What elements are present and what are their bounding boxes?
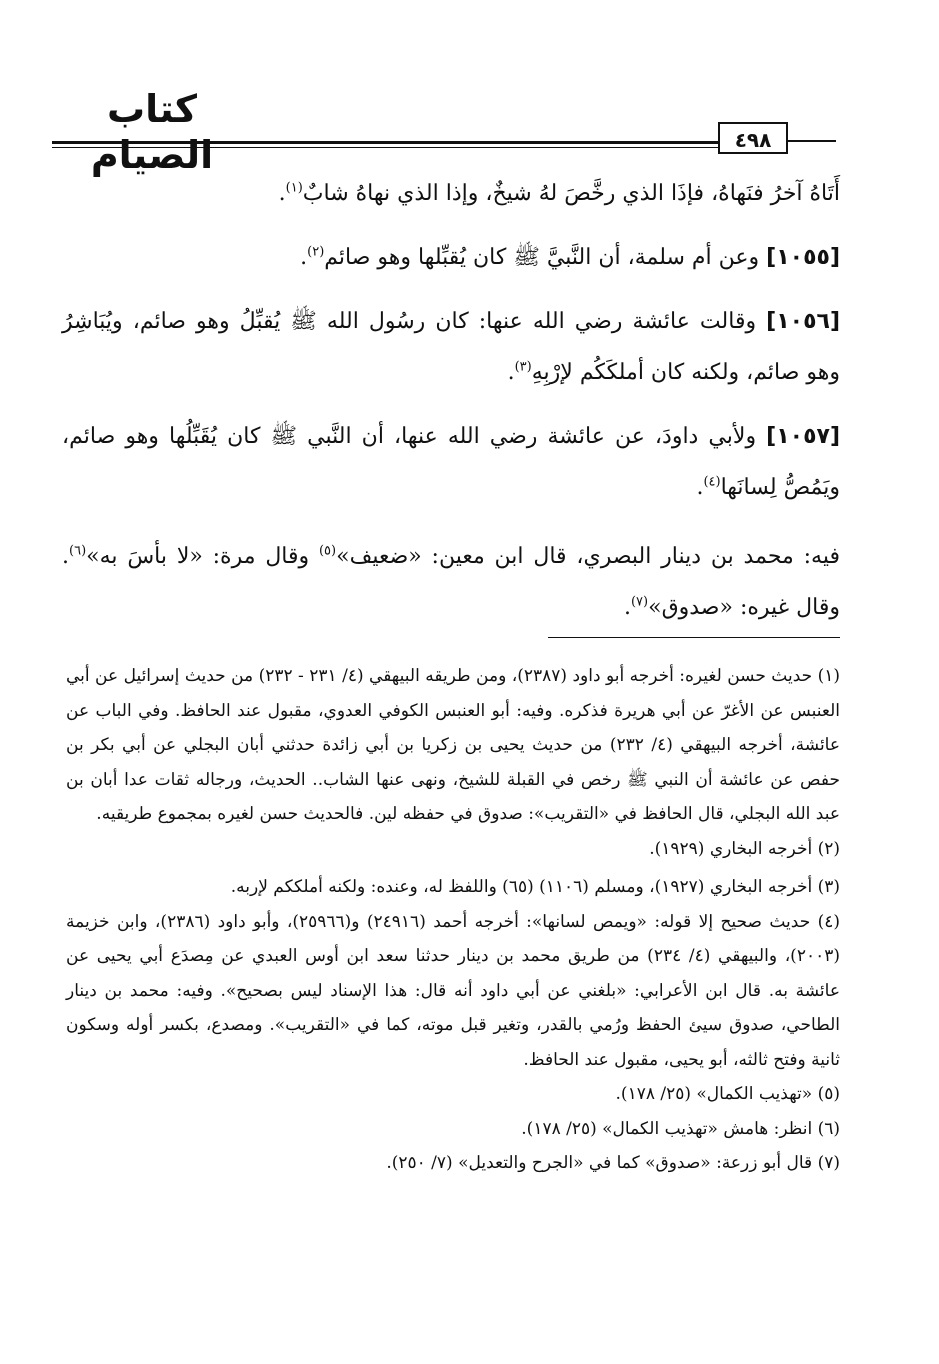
hadith-number-1055: [١٠٥٥] <box>766 245 840 270</box>
hadith-number-1056: [١٠٥٦] <box>766 309 840 334</box>
footnote-ref-6: (٦) <box>69 543 87 559</box>
main-text <box>62 168 840 633</box>
footnote-4: (٤) حديث صحيح إلا قوله: «ويمص لسانها»: أخرجه أحمد (٢٤٩١٦) و(٢٥٩٦٦)، وأبو داود (٢٣٨٦)، وابن خزيمة (٢٠٠٣)، والبيهقي (٤/ ٢٣٤) من طريق محمد بن دينار حدثنا سعد ابن أوس العبدي عن مِصدَع أبي يحيى عن عائشة به. قال ابن الأعرابي: «بلغني عن أبي داود أنه قال: هذا الإسناد ليس بصحيح». وفيه: محمد بن دينار الطاحي، صدوق سيئ الحفظ ورُمي بالقدر، وتغير قبل موته، كما في «التقريب». ومصدع، بكسر أوله وسكون ثانية وفتح ثالثه، أبو يحيى، مقبول عند الحافظ. <box>66 911 840 1070</box>
header-rule-thick <box>52 141 718 144</box>
footnote-ref-4: (٤) <box>703 474 721 490</box>
footnote-ref-5: (٥) <box>318 543 337 559</box>
hadith-1057-end: . <box>696 475 704 500</box>
footnote-ref-7: (٧) <box>630 594 649 610</box>
hadith-1055-text: وعن أم سلمة، أن النَّبيَّ ﷺ كان يُقبِّلها وهو صائم <box>324 245 760 270</box>
hadith-1057 <box>62 411 840 513</box>
footnote-2: (٢) أخرجه البخاري (١٩٢٩). <box>649 838 840 859</box>
hadith-1055 <box>62 232 840 283</box>
hadith-1057-text: ولأبي داودَ، عن عائشة رضي الله عنها، أن النَّبي ﷺ كان يُقَبِّلُها وهو صائم، ويَمُصُّ لِسانَها <box>62 424 840 500</box>
hadith-1056-text: وقالت عائشة رضي الله عنها: كان رسُول الله ﷺ يُقبِّلُ وهو صائم، ويُبَاشِرُ وهو صائم، ولكنه كان أملكَكُم لإرْبِهِ <box>62 309 840 385</box>
header-rule-right <box>788 140 836 142</box>
footnote-6: (٦) انظر: هامش «تهذيب الكمال» (٢٥/ ١٧٨). <box>521 1118 840 1139</box>
footnote-ref-2: (٢) <box>307 244 325 260</box>
narrator-note-text-a: فيه: محمد بن دينار البصري، قال ابن معين: «ضعيف» <box>336 544 840 569</box>
footnote-ref-3: (٣) <box>514 359 532 375</box>
narrator-note-end: . <box>623 595 631 620</box>
narrator-note <box>62 531 840 633</box>
footnotes <box>66 659 840 1181</box>
page-number: ٤٩٨ <box>718 122 788 154</box>
footnote-3: (٣) أخرجه البخاري (١٩٢٧)، ومسلم (١١٠٦) (٦٥) واللفظ له، وعنده: ولكنه أملككم لإربه. <box>230 877 840 897</box>
running-header-title: كتاب الصيام <box>90 87 214 177</box>
footnote-ref-1: (١) <box>285 180 303 196</box>
hadith-1056-end: . <box>507 360 515 385</box>
paragraph-1-end: . <box>278 181 286 206</box>
footnote-separator <box>548 637 840 638</box>
footnote-5: (٥) «تهذيب الكمال» (٢٥/ ١٧٨). <box>615 1084 840 1104</box>
footnote-1: (١) حديث حسن لغيره: أخرجه أبو داود (٢٣٨٧)، ومن طريقه البيهقي (٤/ ٢٣١ - ٢٣٢) من حديث إسرائيل عن أبي العنبس عن الأغرّ عن أبي هريرة فذكره. وفيه: أبو العنبس الكوفي العدوي، مقبول عند الحافظ. وفي الباب عن عائشة، أخرجه البيهقي (٤/ ٢٣٢) من حديث يحيى بن زكريا بن أبي زائدة حدثني أبان البجلي عن أبي بكر بن حفص عن عائشة أن النبي ﷺ رخص في القبلة للشيخ، ونهى عنها الشاب.. الحديث، ورجاله ثقات عدا أبان بن عبد الله البجلي، قال الحافظ في «التقريب»: صدوق في حفظه لين. فالحديث حسن لغيره بمجموع طريقيه. <box>66 666 840 824</box>
hadith-1056 <box>62 296 840 398</box>
narrator-note-text-c: . وقال غيره: «صدوق» <box>62 544 840 620</box>
hadith-number-1057: [١٠٥٧] <box>766 424 840 449</box>
header-rule-thin <box>52 147 718 148</box>
paragraph-1 <box>62 168 840 219</box>
paragraph-1-text: أَتَاهُ آخرُ فنَهاهُ، فإذَا الذي رخَّصَ لهُ شيخٌ، وإذا الذي نهاهُ شابٌ <box>302 181 840 206</box>
hadith-1055-end: . <box>300 245 308 270</box>
narrator-note-text-b: وقال مرة: «لا بأسَ به» <box>86 544 319 569</box>
footnote-7: (٧) قال أبو زرعة: «صدوق» كما في «الجرح والتعديل» (٧/ ٢٥٠). <box>386 1153 840 1173</box>
